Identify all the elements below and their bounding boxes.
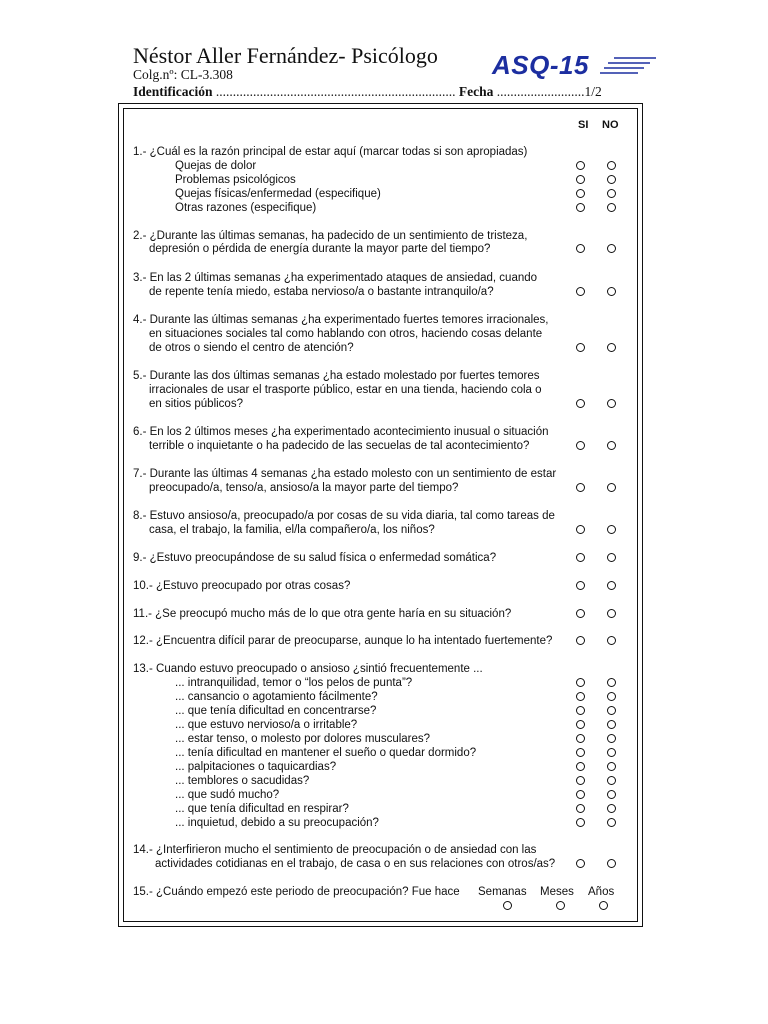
- q13-item-4-label: ... que estuvo nervioso/a o irritable?: [175, 719, 358, 731]
- question-9-text: 9.- ¿Estuvo preocupándose de su salud física o enfermedad somática?: [133, 552, 497, 564]
- question-14-text-cont: actividades cotidianas en el trabajo, de casa o en sus relaciones con otros/as?: [155, 858, 556, 870]
- question-15-text: 15.- ¿Cuándo empezó este periodo de preocupación? Fue hace: [133, 886, 460, 898]
- question-5-text-cont-2: en sitios públicos?: [149, 398, 243, 410]
- q1-option-3-no-radio[interactable]: [607, 189, 616, 198]
- si-column-header: SI: [578, 119, 589, 131]
- q1-option-2-si-radio[interactable]: [576, 175, 585, 184]
- q13-item-9-si-radio[interactable]: [576, 790, 585, 799]
- q13-item-7-si-radio[interactable]: [576, 762, 585, 771]
- q13-item-4-si-radio[interactable]: [576, 720, 585, 729]
- question-7-text-cont: preocupado/a, tenso/a, ansioso/a la mayor parte del tiempo?: [149, 482, 459, 494]
- q1-option-3-label: Quejas físicas/enfermedad (especifique): [175, 188, 381, 200]
- question-6-text: 6.- En los 2 últimos meses ¿ha experimentado acontecimiento inusual o situación: [133, 426, 549, 438]
- q7-no-radio[interactable]: [607, 483, 616, 492]
- q13-item-8-si-radio[interactable]: [576, 776, 585, 785]
- q12-si-radio[interactable]: [576, 636, 585, 645]
- q15-months-label: Meses: [540, 886, 574, 898]
- asq15-logo: [492, 50, 589, 81]
- question-7-text: 7.- Durante las últimas 4 semanas ¿ha estado molesto con un sentimiento de estar: [133, 468, 557, 480]
- q9-no-radio[interactable]: [607, 553, 616, 562]
- q14-no-radio[interactable]: [607, 859, 616, 868]
- q13-item-10-no-radio[interactable]: [607, 804, 616, 813]
- q13-item-3-label: ... que tenía dificultad en concentrarse?: [175, 705, 377, 717]
- identification-label: Identificación: [133, 84, 213, 99]
- q13-item-4-no-radio[interactable]: [607, 720, 616, 729]
- identification-field[interactable]: .......................................................................: [212, 84, 459, 99]
- no-column-header: NO: [602, 119, 619, 131]
- q4-no-radio[interactable]: [607, 343, 616, 352]
- q11-no-radio[interactable]: [607, 609, 616, 618]
- q13-item-6-no-radio[interactable]: [607, 748, 616, 757]
- q1-option-1-si-radio[interactable]: [576, 161, 585, 170]
- q13-item-7-no-radio[interactable]: [607, 762, 616, 771]
- q5-si-radio[interactable]: [576, 399, 585, 408]
- psychologist-name: Néstor Aller Fernández- Psicólogo: [133, 43, 438, 68]
- q1-option-3-si-radio[interactable]: [576, 189, 585, 198]
- question-10-text: 10.- ¿Estuvo preocupado por otras cosas?: [133, 580, 351, 592]
- q13-item-7-label: ... palpitaciones o taquicardias?: [175, 761, 337, 773]
- question-2-text: 2.- ¿Durante las últimas semanas, ha padecido de un sentimiento de tristeza,: [133, 230, 528, 242]
- q1-option-4-label: Otras razones (especifique): [175, 202, 317, 214]
- question-5-text-cont-1: irracionales de usar el trasporte público, estar en una tienda, haciendo cola o: [149, 384, 542, 396]
- q13-item-5-si-radio[interactable]: [576, 734, 585, 743]
- q2-si-radio[interactable]: [576, 244, 585, 253]
- question-4-text-cont-2: de otros o siendo el centro de atención?: [149, 342, 354, 354]
- question-3-text-cont: de repente tenía miedo, estaba nervioso/a o bastante intranquilo/a?: [149, 286, 494, 298]
- logo-text: ASQ-15: [492, 50, 589, 80]
- q13-item-2-label: ... cansancio o agotamiento fácilmente?: [175, 691, 378, 703]
- question-14-text: 14.- ¿Interfirieron mucho el sentimiento de preocupación o de ansiedad con las: [133, 844, 537, 856]
- q13-item-3-no-radio[interactable]: [607, 706, 616, 715]
- q2-no-radio[interactable]: [607, 244, 616, 253]
- q12-no-radio[interactable]: [607, 636, 616, 645]
- q13-item-5-label: ... estar tenso, o molesto por dolores musculares?: [175, 733, 431, 745]
- q13-item-1-label: ... intranquilidad, temor o “los pelos de punta”?: [175, 677, 413, 689]
- question-2-text-cont: depresión o pérdida de energía durante la mayor parte del tiempo?: [149, 243, 491, 255]
- q10-si-radio[interactable]: [576, 581, 585, 590]
- q15-weeks-radio[interactable]: [503, 901, 512, 910]
- q1-option-2-label: Problemas psicológicos: [175, 174, 296, 186]
- q5-no-radio[interactable]: [607, 399, 616, 408]
- question-13-text: 13.- Cuando estuvo preocupado o ansioso ¿sintió frecuentemente ...: [133, 663, 483, 675]
- q10-no-radio[interactable]: [607, 581, 616, 590]
- q13-item-1-no-radio[interactable]: [607, 678, 616, 687]
- q14-si-radio[interactable]: [576, 859, 585, 868]
- logo-lines-icon: [600, 56, 656, 76]
- question-8-text-cont: casa, el trabajo, la familia, el/la compañero/a, los niños?: [149, 524, 435, 536]
- q1-option-4-si-radio[interactable]: [576, 203, 585, 212]
- question-5-text: 5.- Durante las dos últimas semanas ¿ha estado molestado por fuertes temores: [133, 370, 540, 382]
- q13-item-9-label: ... que sudó mucho?: [175, 789, 280, 801]
- q9-si-radio[interactable]: [576, 553, 585, 562]
- q6-si-radio[interactable]: [576, 441, 585, 450]
- q4-si-radio[interactable]: [576, 343, 585, 352]
- question-12-text: 12.- ¿Encuentra difícil parar de preocuparse, aunque lo ha intentado fuertemente?: [133, 635, 553, 647]
- q13-item-11-si-radio[interactable]: [576, 818, 585, 827]
- question-1-text: 1.- ¿Cuál es la razón principal de estar aquí (marcar todas si son apropiadas): [133, 146, 528, 158]
- license-number: Colg.nº: CL-3.308: [133, 67, 233, 82]
- q13-item-2-si-radio[interactable]: [576, 692, 585, 701]
- identification-line: [133, 84, 602, 100]
- q1-option-2-no-radio[interactable]: [607, 175, 616, 184]
- q13-item-6-label: ... tenía dificultad en mantener el sueño o quedar dormido?: [175, 747, 477, 759]
- q13-item-1-si-radio[interactable]: [576, 678, 585, 687]
- page-number: 1/2: [584, 84, 602, 99]
- q7-si-radio[interactable]: [576, 483, 585, 492]
- q13-item-8-no-radio[interactable]: [607, 776, 616, 785]
- q1-option-1-no-radio[interactable]: [607, 161, 616, 170]
- q1-option-1-label: Quejas de dolor: [175, 160, 257, 172]
- q13-item-11-no-radio[interactable]: [607, 818, 616, 827]
- q11-si-radio[interactable]: [576, 609, 585, 618]
- q1-option-4-no-radio[interactable]: [607, 203, 616, 212]
- q13-item-2-no-radio[interactable]: [607, 692, 616, 701]
- q13-item-6-si-radio[interactable]: [576, 748, 585, 757]
- q3-no-radio[interactable]: [607, 287, 616, 296]
- q8-si-radio[interactable]: [576, 525, 585, 534]
- q13-item-9-no-radio[interactable]: [607, 790, 616, 799]
- q3-si-radio[interactable]: [576, 287, 585, 296]
- q15-months-radio[interactable]: [556, 901, 565, 910]
- q13-item-10-label: ... que tenía dificultad en respirar?: [175, 803, 349, 815]
- question-11-text: 11.- ¿Se preocupó mucho más de lo que otra gente haría en su situación?: [133, 608, 512, 620]
- question-6-text-cont: terrible o inquietante o ha padecido de las secuelas de tal acontecimiento?: [149, 440, 530, 452]
- q15-years-label: Años: [588, 886, 615, 898]
- question-4-text: 4.- Durante las últimas semanas ¿ha experimentado fuertes temores irracionales,: [133, 314, 549, 326]
- question-4-text-cont-1: en situaciones sociales tal como hablando con otros, haciendo cosas delante: [149, 328, 543, 340]
- q6-no-radio[interactable]: [607, 441, 616, 450]
- date-field[interactable]: ..........................: [493, 84, 585, 99]
- q13-item-5-no-radio[interactable]: [607, 734, 616, 743]
- question-3-text: 3.- En las 2 últimas semanas ¿ha experimentado ataques de ansiedad, cuando: [133, 272, 538, 284]
- q13-item-10-si-radio[interactable]: [576, 804, 585, 813]
- q13-item-8-label: ... temblores o sacudidas?: [175, 775, 310, 787]
- question-8-text: 8.- Estuvo ansioso/a, preocupado/a por cosas de su vida diaria, tal como tareas de: [133, 510, 555, 522]
- q8-no-radio[interactable]: [607, 525, 616, 534]
- q15-weeks-label: Semanas: [478, 886, 527, 898]
- q13-item-11-label: ... inquietud, debido a su preocupación?: [175, 817, 379, 829]
- q15-years-radio[interactable]: [599, 901, 608, 910]
- q13-item-3-si-radio[interactable]: [576, 706, 585, 715]
- date-label: Fecha: [458, 84, 494, 99]
